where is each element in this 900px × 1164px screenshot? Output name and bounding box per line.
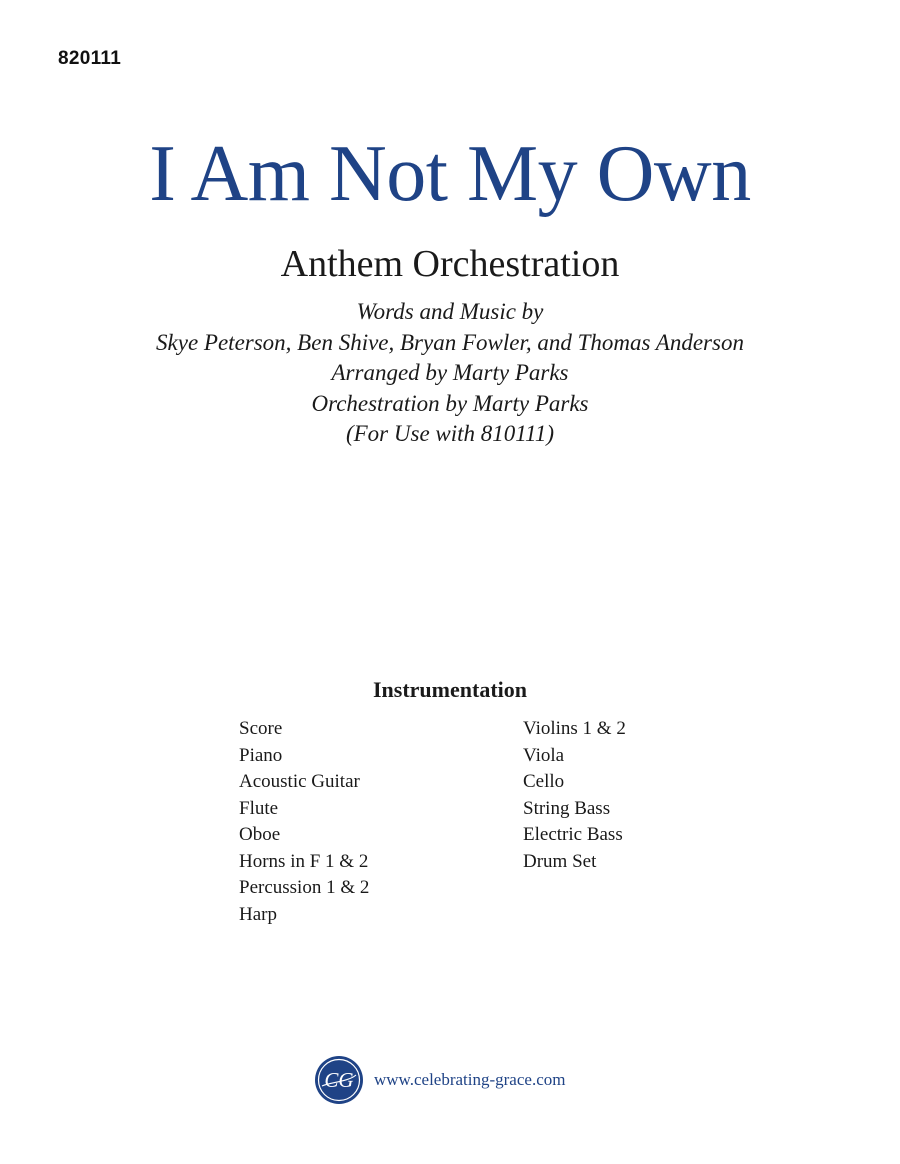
footer [314, 1054, 565, 1106]
website-link[interactable]: www.celebrating-grace.com [374, 1070, 566, 1089]
credit-line-use-with: (For Use with 810111) [345, 421, 555, 446]
instrument-item: Drum Set [523, 850, 597, 872]
instrument-item: Oboe [239, 824, 281, 845]
page-title: I Am Not My Own [149, 130, 751, 218]
celebrating-grace-logo-icon [314, 1055, 364, 1105]
subtitle: Anthem Orchestration [280, 243, 620, 285]
instrument-item: Harp [239, 903, 277, 925]
instrument-item: Viola [523, 744, 565, 766]
logo-monogram: CG [324, 1068, 354, 1092]
instrument-item: Score [239, 718, 283, 739]
instrumentation-heading: Instrumentation [372, 677, 527, 702]
instrument-item: Acoustic Guitar [239, 771, 360, 792]
catalog-number: 820111 [58, 48, 122, 69]
instrument-item: Flute [239, 797, 279, 819]
instrument-item: Percussion 1 & 2 [239, 877, 370, 898]
instrument-item: Piano [239, 744, 283, 766]
instrument-item: String Bass [523, 797, 611, 819]
credit-line-orchestrator: Orchestration by Marty Parks [311, 390, 589, 416]
credits-block [0, 297, 900, 450]
instrument-item: Cello [523, 771, 565, 792]
credit-line-writers: Skye Peterson, Ben Shive, Bryan Fowler, and Thomas Anderson [156, 329, 744, 355]
credit-line-arranger: Arranged by Marty Parks [331, 360, 569, 385]
credit-line-words-music: Words and Music by [356, 299, 544, 324]
instrument-item: Violins 1 & 2 [523, 718, 626, 739]
instrument-item: Horns in F 1 & 2 [239, 850, 369, 872]
instrument-list-left [239, 716, 369, 928]
instrument-item: Electric Bass [523, 824, 623, 845]
instrument-list-right [523, 716, 626, 875]
